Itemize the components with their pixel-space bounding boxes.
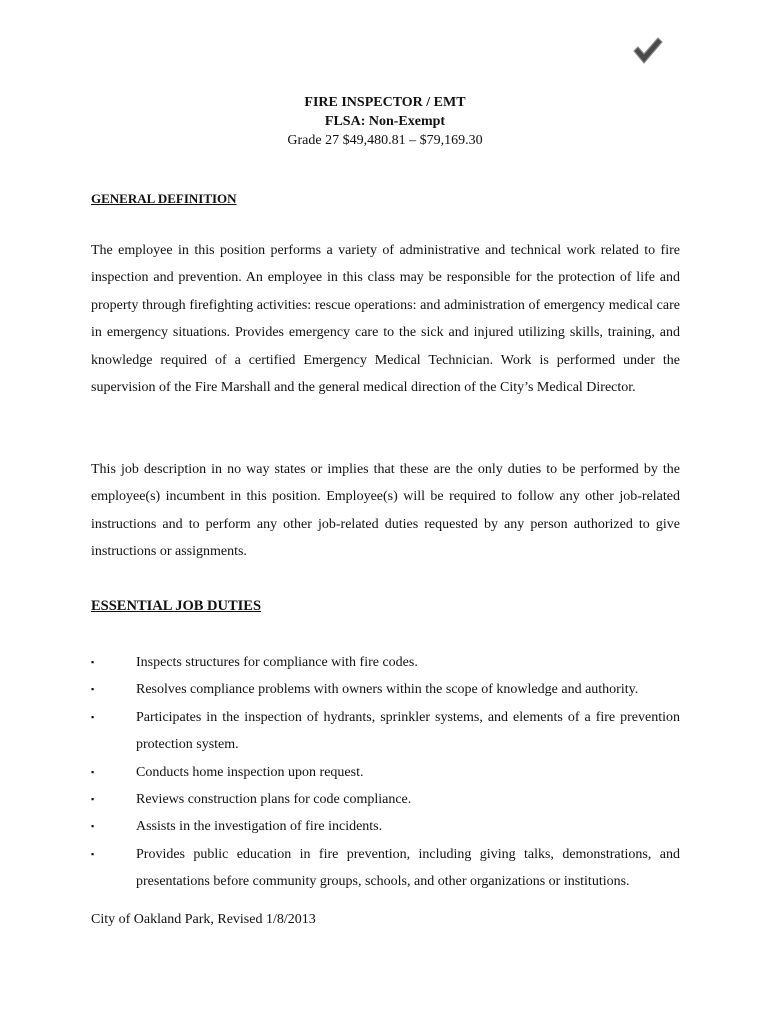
job-title: FIRE INSPECTOR / EMT bbox=[304, 95, 466, 110]
checkmark-icon bbox=[632, 36, 664, 66]
footer-revision: City of Oakland Park, Revised 1/8/2013 bbox=[91, 912, 316, 927]
pay-grade: Grade 27 $49,480.81 – $79,169.30 bbox=[287, 133, 483, 148]
duty-text: Provides public education in fire prevention, including giving talks, demonstrations, and presentations before community groups, schools, and other organizations or institutions. bbox=[136, 846, 680, 890]
duty-item bbox=[91, 759, 680, 786]
duty-text: Participates in the inspection of hydrants, sprinkler systems, and elements of a fire prevention protection system. bbox=[136, 709, 680, 753]
definition-paragraph: The employee in this position performs a variety of administrative and technical work related to fire inspection and prevention. An employee in this class may be responsible for the protection of life and property through firefighting activities: rescue operations: and administration of emergency medical care in emergency situations. Provides emergency care to the sick and injured utilizing skills, training, and knowledge required of a certified Emergency Medical Technician. Work is performed under the supervision of the Fire Marshall and the general medical direction of the City’s Medical Director. bbox=[91, 243, 680, 396]
duty-item bbox=[91, 704, 680, 759]
disclaimer-paragraph: This job description in no way states or implies that these are the only duties to be performed by the employee(s) incumbent in this position. Employee(s) will be required to follow any other job-related instructions and to perform any other job-related duties requested by any person authorized to give instructions or assignments. bbox=[91, 462, 680, 560]
title-block bbox=[0, 93, 770, 150]
duties-list bbox=[91, 649, 680, 896]
bullet-icon: ▪ bbox=[91, 821, 95, 832]
duty-item bbox=[91, 813, 680, 840]
duty-text: Inspects structures for compliance with fire codes. bbox=[136, 655, 418, 670]
bullet-icon: ▪ bbox=[91, 684, 95, 695]
duty-item bbox=[91, 786, 680, 813]
bullet-icon: ▪ bbox=[91, 794, 95, 805]
duty-text: Resolves compliance problems with owners within the scope of knowledge and authority. bbox=[136, 682, 639, 698]
bullet-icon: ▪ bbox=[91, 848, 95, 859]
flsa-status: FLSA: Non-Exempt bbox=[324, 114, 446, 129]
duty-text: Assists in the investigation of fire incidents. bbox=[136, 819, 383, 835]
essential-duties-heading: ESSENTIAL JOB DUTIES bbox=[91, 598, 262, 614]
bullet-icon: ▪ bbox=[91, 766, 95, 777]
general-definition-heading: GENERAL DEFINITION bbox=[91, 191, 237, 206]
bullet-icon: ▪ bbox=[91, 711, 95, 722]
duty-item bbox=[91, 649, 680, 676]
bullet-icon: ▪ bbox=[91, 657, 95, 667]
duty-item bbox=[91, 676, 680, 703]
duty-item bbox=[91, 841, 680, 896]
duty-text: Reviews construction plans for code compliance. bbox=[136, 792, 412, 808]
duty-text: Conducts home inspection upon request. bbox=[136, 764, 364, 780]
